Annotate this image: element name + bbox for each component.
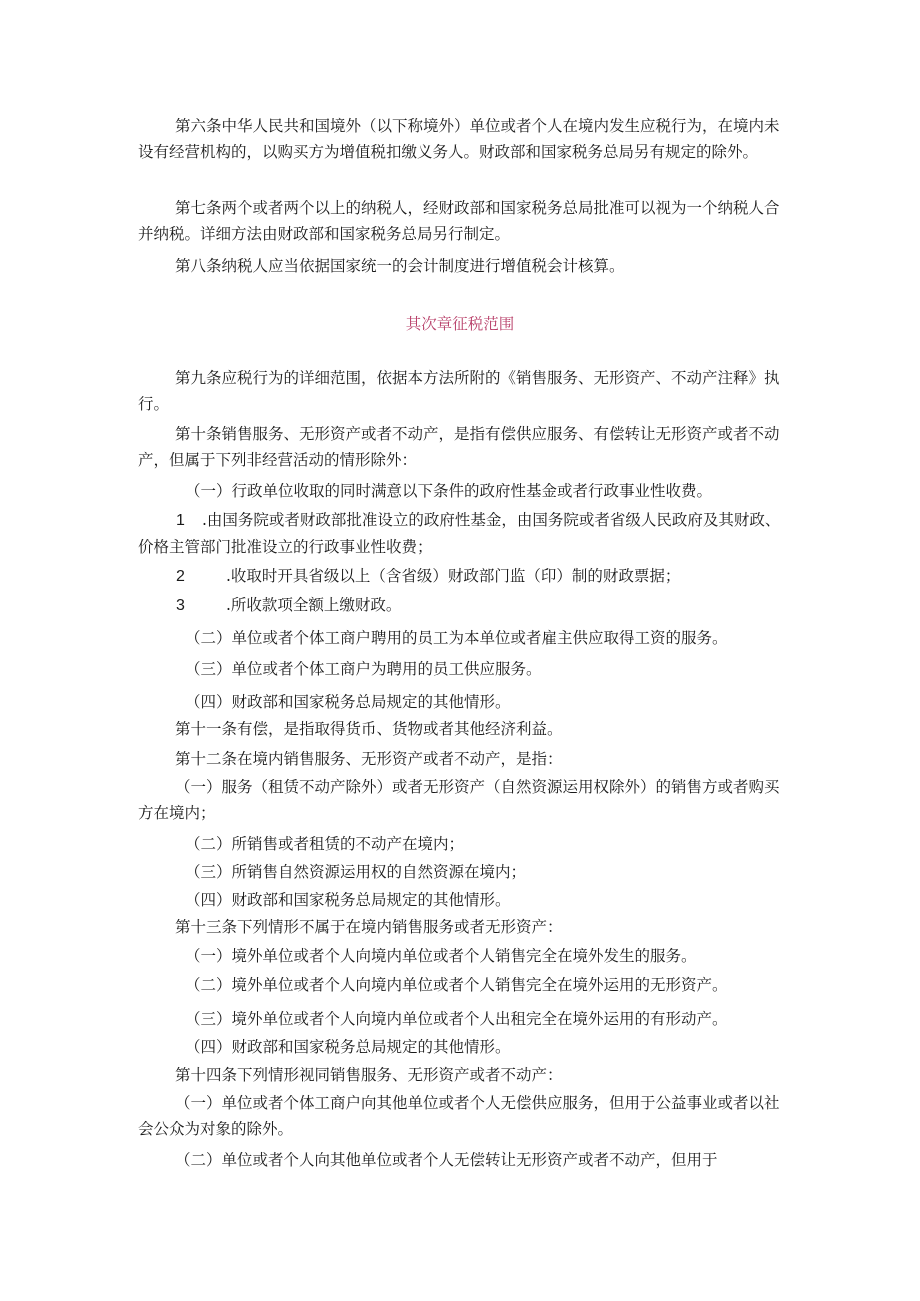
numbered-item-2 [138, 563, 788, 590]
article-12-item-3: （三）所销售自然资源运用权的自然资源在境内； [185, 863, 527, 881]
item-text: .所收款项全额上缴财政。 [226, 596, 402, 614]
article-12-item-2: （二）所销售或者租赁的不动产在境内； [185, 835, 465, 853]
article-13-item-3: （三）境外单位或者个人向境内单位或者个人出租完全在境外运用的有形动产。 [185, 1010, 728, 1028]
article-14-item-2: （二）单位或者个人向其他单位或者个人无偿转让无形资产或者不动产，但用于 [175, 1151, 718, 1169]
article-10: 第十条销售服务、无形资产或者不动产，是指有偿供应服务、有偿转让无形资产或者不动产，但属于下列非经营活动的情形除外： [138, 425, 780, 469]
article-13-item-2: （二）境外单位或者个人向境内单位或者个人销售完全在境外运用的无形资产。 [185, 976, 728, 994]
item-text: .由国务院或者财政部批准设立的政府性基金，由国务院或者省级人民政府及其财政、价格主管部门批准设立的行政事业性收费； [138, 511, 781, 556]
item-number: 1 [176, 512, 185, 529]
chapter-heading: 其次章征税范围 [405, 315, 515, 333]
article-12-item-1: （一）服务（租赁不动产除外）或者无形资产（自然资源运用权除外）的销售方或者购买方在境内； [138, 778, 780, 822]
article-10-item-3: （三）单位或者个体工商户为聘用的员工供应服务。 [185, 660, 542, 678]
article-6: 第六条中华人民共和国境外（以下称境外）单位或者个人在境内发生应税行为，在境内未设有经营机构的，以购买方为增值税扣缴义务人。财政部和国家税务总局另有规定的除外。 [138, 117, 780, 161]
item-text: .收取时开具省级以上（含省级）财政部门监（印）制的财政票据； [226, 567, 681, 585]
article-12: 第十二条在境内销售服务、无形资产或者不动产，是指： [175, 750, 563, 768]
article-13-item-1: （一）境外单位或者个人向境内单位或者个人销售完全在境外发生的服务。 [185, 947, 697, 965]
numbered-item-1 [138, 507, 788, 560]
article-7: 第七条两个或者两个以上的纳税人，经财政部和国家税务总局批准可以视为一个纳税人合并纳税。详细方法由财政部和国家税务总局另行制定。 [138, 199, 780, 243]
article-12-item-4: （四）财政部和国家税务总局规定的其他情形。 [185, 891, 511, 909]
article-11: 第十一条有偿，是指取得货币、货物或者其他经济利益。 [175, 720, 563, 738]
article-14-item-1: （一）单位或者个体工商户向其他单位或者个人无偿供应服务，但用于公益事业或者以社会公众为对象的除外。 [138, 1094, 780, 1138]
item-number: 3 [176, 597, 185, 614]
article-14: 第十四条下列情形视同销售服务、无形资产或者不动产： [175, 1066, 563, 1084]
item-number: 2 [176, 568, 185, 585]
article-9: 第九条应税行为的详细范围，依据本方法所附的《销售服务、无形资产、不动产注释》执行。 [138, 369, 780, 413]
article-13: 第十三条下列情形不属于在境内销售服务或者无形资产： [175, 918, 563, 936]
article-10-item-1: （一）行政单位收取的同时满意以下条件的政府性基金或者行政事业性收费。 [185, 482, 713, 500]
article-10-item-4: （四）财政部和国家税务总局规定的其他情形。 [185, 693, 511, 711]
numbered-item-3 [138, 592, 788, 619]
article-8: 第八条纳税人应当依据国家统一的会计制度进行增值税会计核算。 [175, 257, 625, 275]
article-10-item-2: （二）单位或者个体工商户聘用的员工为本单位或者雇主供应取得工资的服务。 [185, 629, 728, 647]
article-13-item-4: （四）财政部和国家税务总局规定的其他情形。 [185, 1038, 511, 1056]
